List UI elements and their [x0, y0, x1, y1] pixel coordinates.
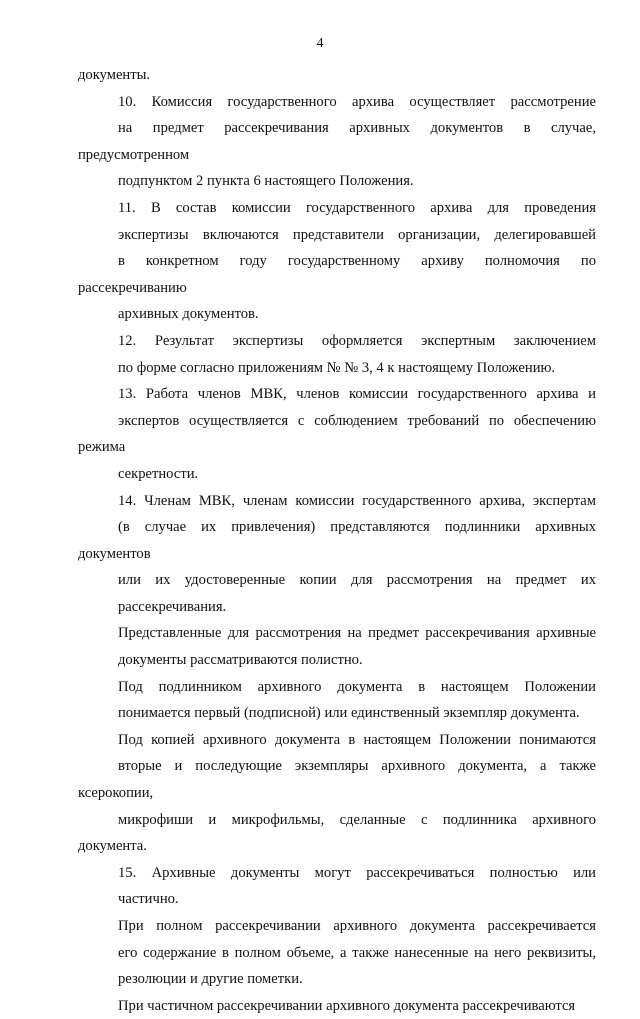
paragraph [78, 195, 596, 328]
paragraph [78, 488, 596, 621]
text-line: 14. Членам МВК, членам комиссии государственного архива, экспертам [118, 492, 596, 509]
text-line: 13. Работа членов МВК, членов комиссии государственного архива и [118, 386, 596, 403]
paragraph [78, 993, 596, 1019]
document-body [78, 62, 596, 1019]
text-line: секретности. [118, 465, 199, 482]
text-line: его содержание в полном объеме, а также нанесенные на него реквизиты, [118, 944, 596, 961]
page-number: 4 [316, 36, 324, 51]
text-line: микрофиши и микрофильмы, сделанные с подлинника архивного документа. [78, 811, 596, 855]
text-line: вторые и последующие экземпляры архивного документа, а также ксерокопии, [78, 758, 596, 802]
text-line: архивных документов. [118, 306, 259, 323]
text-line: 12. Результат экспертизы оформляется экспертным заключением [118, 332, 596, 349]
paragraph [78, 860, 596, 913]
paragraph [78, 62, 596, 89]
text-line: Представленные для рассмотрения на предмет рассекречивания архивные [118, 625, 596, 642]
text-line: по форме согласно приложениям № № 3, 4 к настоящему Положению. [118, 359, 556, 376]
paragraph [78, 727, 596, 860]
paragraph [78, 89, 596, 195]
text-line: Под подлинником архивного документа в настоящем Положении [118, 678, 596, 695]
paragraph [78, 674, 596, 727]
text-line: на предмет рассекречивания архивных документов в случае, предусмотренном [78, 120, 596, 163]
text-line: экспертов осуществляется с соблюдением требований по обеспечению режима [78, 412, 596, 456]
text-line: или их удостоверенные копии для рассмотрения на предмет их [118, 572, 596, 589]
text-line: документы рассматриваются полистно. [118, 652, 363, 669]
text-line: (в случае их привлечения) представляются подлинники архивных документов [78, 519, 596, 562]
text-line: подпунктом 2 пункта 6 настоящего Положения. [118, 173, 414, 190]
paragraph [78, 620, 596, 673]
text-line: экспертизы включаются представители организации, делегировавшей [118, 226, 596, 243]
text-line: рассекречивания. [118, 598, 227, 615]
paragraph [78, 381, 596, 487]
text-line: 15. Архивные документы могут рассекречиваться полностью или [118, 864, 596, 881]
text-line: Под копией архивного документа в настоящем Положении понимаются [118, 731, 596, 748]
text-line: понимается первый (подписной) или единственный экземпляр документа. [118, 705, 580, 722]
paragraph [78, 913, 596, 993]
text-line: документы. [78, 67, 151, 83]
text-line: 11. В состав комиссии государственного архива для проведения [118, 199, 596, 216]
text-line: частично. [118, 891, 179, 908]
text-line: 10. Комиссия государственного архива осуществляет рассмотрение [118, 93, 596, 110]
text-line: резолюции и другие пометки. [118, 971, 303, 988]
text-line: в конкретном году государственному архиву полномочия по рассекречиванию [78, 253, 596, 296]
text-line: При частичном рассекречивании архивного документа рассекречиваются [118, 997, 576, 1014]
paragraph [78, 328, 596, 381]
text-line: При полном рассекречивании архивного документа рассекречивается [118, 918, 596, 934]
